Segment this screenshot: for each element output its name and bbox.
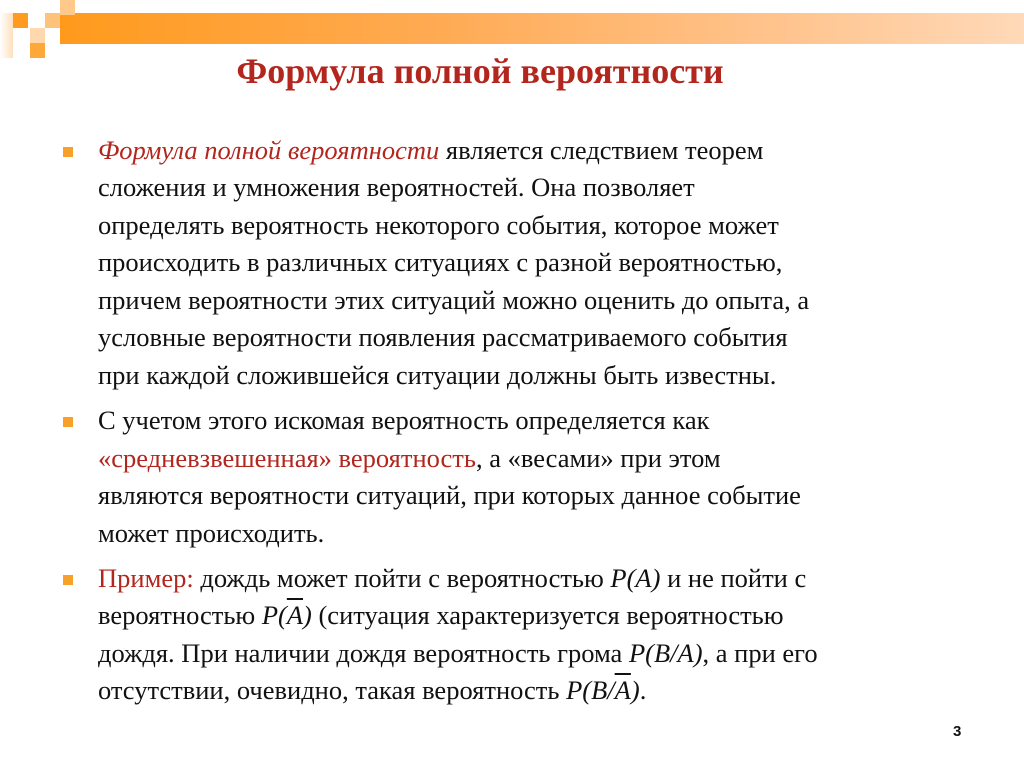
text: дождя. При наличии дождя вероятность грома (98, 638, 629, 668)
bullet-icon (63, 147, 73, 157)
text: , а при его (702, 638, 818, 668)
text-line: условные вероятности появления рассматриваемого события (98, 322, 788, 352)
formula-part: ) (630, 675, 640, 705)
decor-square (60, 0, 75, 15)
text: . (639, 675, 647, 705)
bullet-icon (63, 417, 73, 427)
example-label: Пример: (98, 563, 194, 593)
formula (566, 675, 640, 705)
text: дождь может пойти с вероятностью (193, 563, 611, 593)
text-line: являются вероятности ситуаций, при которых данное событие (98, 480, 801, 510)
text: (ситуация характеризуется вероятностью (311, 600, 784, 630)
text: является следствием теорем (439, 135, 764, 165)
text-line: может происходить. (98, 518, 325, 548)
text-line: определять вероятность некоторого события, которое может (98, 210, 779, 240)
text: вероятностью (98, 600, 262, 630)
formula (262, 600, 312, 630)
text-line (98, 135, 763, 165)
formula: P(B/A) (628, 638, 703, 668)
bullet-icon (63, 575, 73, 585)
text-line (98, 563, 806, 593)
text-line: происходить в различных ситуациях с разной вероятностью, (98, 247, 783, 277)
text: и не пойти с (660, 563, 807, 593)
formula-part: P( (261, 600, 287, 630)
header-bar (60, 13, 1024, 44)
slide-title: Формула полной вероятности (236, 51, 724, 91)
text-line (98, 675, 646, 705)
formula-part: ) (303, 600, 312, 630)
page-number: 3 (953, 723, 962, 740)
decor-square (13, 13, 28, 28)
text: отсутствии, очевидно, такая вероятность (98, 675, 567, 705)
text-line (98, 638, 818, 668)
formula-part: $\overline{A}$ (614, 675, 631, 705)
term-highlight: Формула полной вероятности (98, 135, 440, 165)
formula-part: P(B/ (566, 675, 615, 705)
text: , а «весами» при этом (475, 443, 721, 473)
formula-part: $\overline{A}$ (286, 600, 304, 630)
formula: P(A) (610, 563, 661, 593)
text-line: причем вероятности этих ситуаций можно оценить до опыта, а (98, 285, 810, 315)
decor-square (30, 28, 45, 43)
term-highlight: «средневзвешенная» вероятность (98, 443, 476, 473)
text-line (98, 443, 721, 473)
text-line: С учетом этого искомая вероятность определяется как (98, 405, 710, 435)
decor-square (45, 13, 60, 28)
text-line: сложения и умножения вероятностей. Она позволяет (98, 172, 695, 202)
text-line (98, 600, 784, 630)
text-line: при каждой сложившейся ситуации должны быть известны. (98, 360, 777, 390)
